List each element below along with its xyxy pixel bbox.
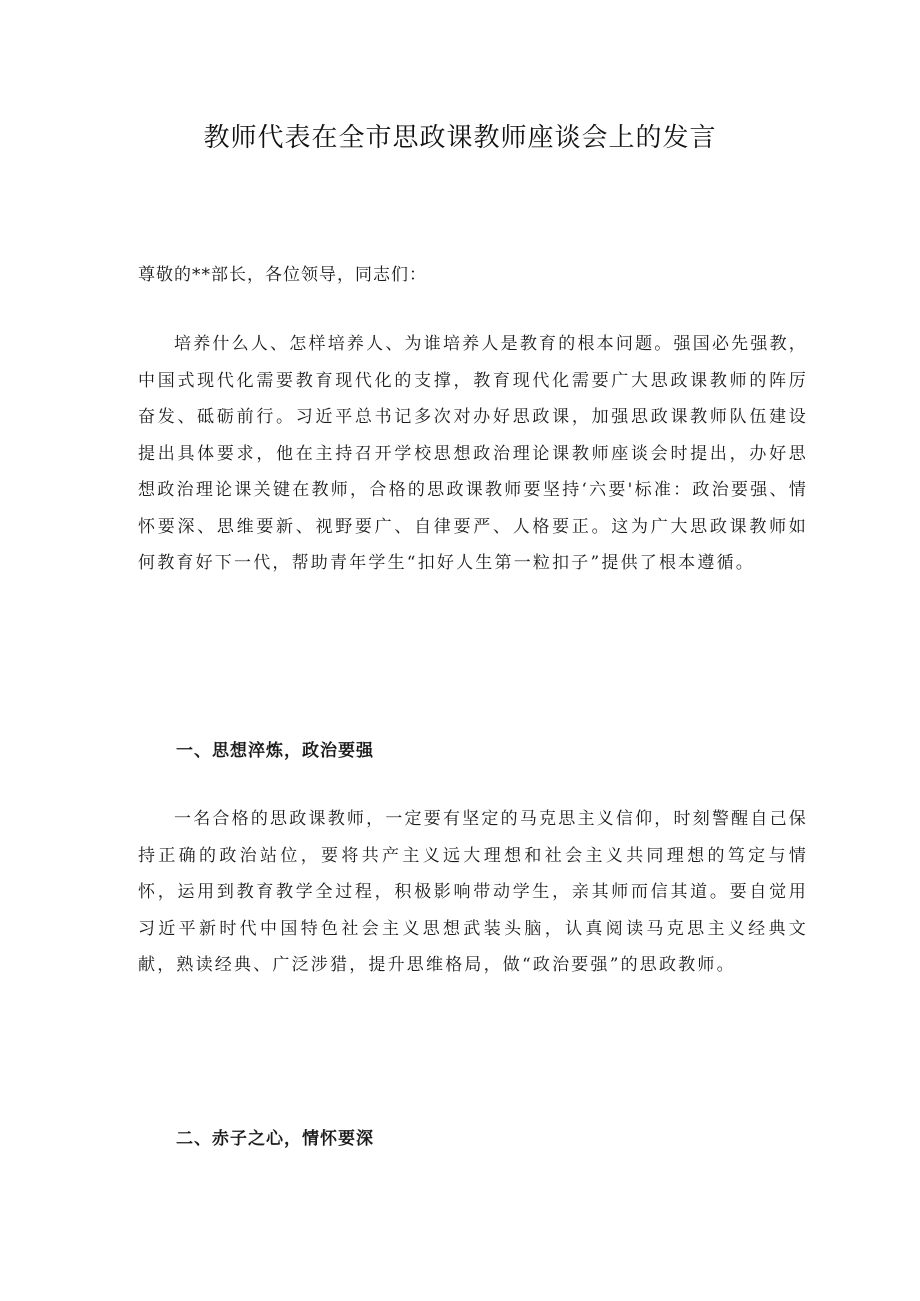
section-heading-1: 一、思想淬炼，政治要强 (176, 741, 374, 761)
section-heading-2: 二、赤子之心，情怀要深 (176, 1129, 374, 1149)
document-title: 教师代表在全市思政课教师座谈会上的发言 (203, 123, 717, 153)
paragraph-section-1: 一名合格的思政课教师，一定要有坚定的马克思主义信仰，时刻警醒自己保持正确的政治站位，要将共产主义远大理想和社会主义共同理想的笃定与情怀，运用到教育教学全过程，积极影响带动学生，亲其师而信其道。要自觉用习近平新时代中国特色社会主义思想武装头脑，认真阅读马克思主义经典文献，熟读经典、广泛涉猎，提升思维格局，做“政治要强”的思政教师。 (138, 809, 808, 975)
salutation: 尊敬的**部长，各位领导，同志们： (138, 265, 427, 285)
paragraph-intro: 培养什么人、怎样培养人、为谁培养人是教育的根本问题。强国必先强教，中国式现代化需要教育现代化的支撑，教育现代化需要广大思政课教师的阵厉奋发、砥砺前行。习近平总书记多次对办好思政课，加强思政课教师队伍建设提出具体要求，他在主持召开学校思想政治理论课教师座谈会时提出，办好思想政治理论课关键在教师，合格的思政课教师要坚持‘六要'标准：政治要强、情怀要深、思维要新、视野要广、自律要严、人格要正。这为广大思政课教师如何教育好下一代，帮助青年学生“扣好人生第一粒扣子”提供了根本遵循。 (138, 334, 808, 573)
